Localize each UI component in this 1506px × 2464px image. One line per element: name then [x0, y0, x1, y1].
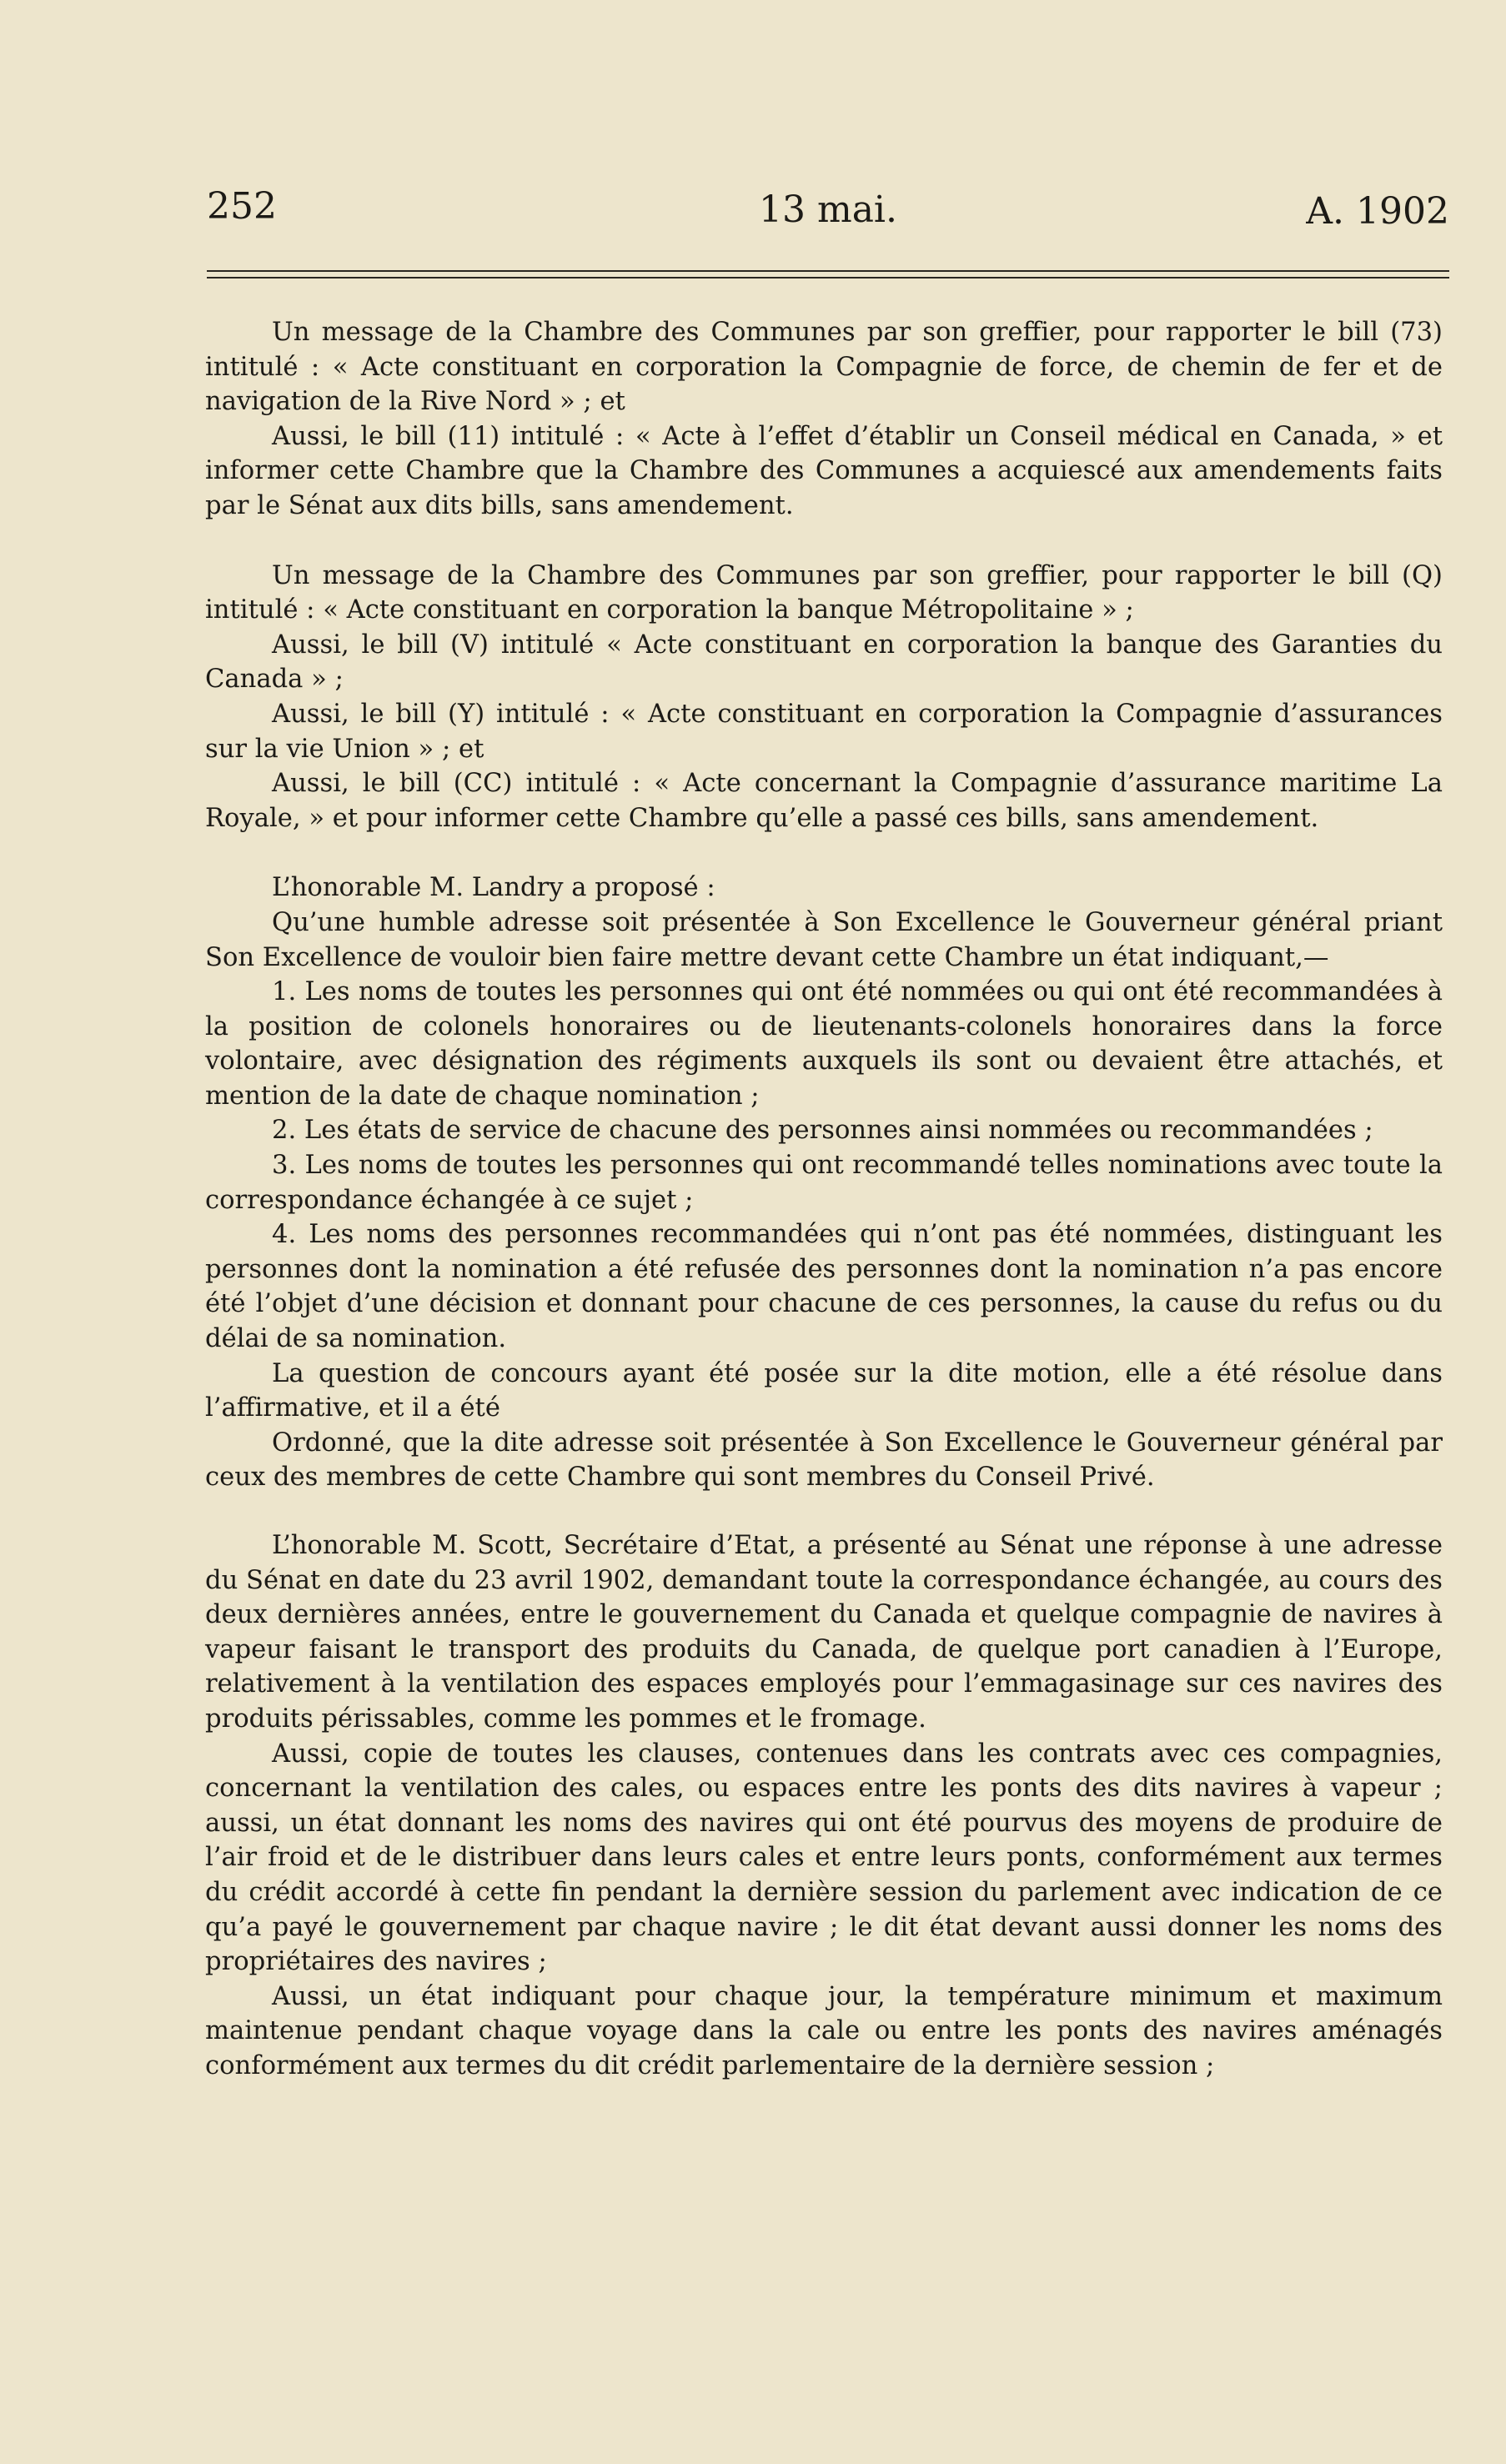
paragraph: L’honorable M. Scott, Secrétaire d’Etat, a présenté au Sénat une réponse à une adresse du Sénat en date du 23 avril 1902, demandant toute la correspondance échangée, au cours des deux dernières années, entre le gouvernement du Canada et quelque compagnie de navires à vapeur faisant le transport des produits du Canada, de quelque port canadien à l’Europe, relativement à la ventilation des espaces employés pour l’emmagasinage sur ces navires des produits périssables, comme les pommes et le fromage.: [205, 1531, 1443, 1734]
list-item: 1. Les noms de toutes les personnes qui ont été nommées ou qui ont été recommandées à la position de colonels honoraires ou de lieutenants-colonels honoraires dans la force volontaire, avec désignation des régiments auxquels ils sont ou devaient être attachés, et mention de la date de chaque nomination ;: [205, 977, 1443, 1111]
paragraph: Ordonné, que la dite adresse soit présentée à Son Excellence le Gouverneur général par ceux des membres de cette Chambre qui sont membres du Conseil Privé.: [205, 1428, 1443, 1493]
document-body: [205, 315, 1443, 2084]
list-item: 4. Les noms des personnes recommandées qui n’ont pas été nommées, distinguant les personnes dont la nomination a été refusée des personnes dont la nomination n’a pas encore été l’objet d’une décision et donnant pour chacune de ces personnes, la cause du refus ou du délai de sa nomination.: [205, 1220, 1443, 1354]
paragraph: Aussi, le bill (V) intitulé « Acte constituant en corporation la banque des Garanties du Canada » ;: [205, 630, 1443, 695]
paragraph: Aussi, un état indiquant pour chaque jour, la température minimum et maximum maintenue pendant chaque voyage dans la cale ou entre les ponts des navires aménagés conformément aux termes du dit crédit parlementaire de la dernière session ;: [205, 1981, 1443, 2080]
page-header: [207, 185, 1449, 243]
paragraph: L’honorable M. Landry a proposé :: [272, 873, 715, 903]
header-rule: [207, 270, 1449, 272]
paragraph: Aussi, le bill (Y) intitulé : « Acte constituant en corporation la Compagnie d’assurances sur la vie Union » ; et: [205, 699, 1443, 764]
list-item: 3. Les noms de toutes les personnes qui ont recommandé telles nominations avec toute la correspondance échangée à ce sujet ;: [205, 1151, 1443, 1215]
paragraph: Un message de la Chambre des Communes par son greffier, pour rapporter le bill (73) intitulé : « Acte constituant en corporation la Compagnie de force, de chemin de fer et de navigation de la Rive Nord » ; et: [205, 318, 1443, 417]
paragraph: Aussi, le bill (CC) intitulé : « Acte concernant la Compagnie d’assurance maritime La Royale, » et pour informer cette Chambre qu’elle a passé ces bills, sans amendement.: [205, 769, 1443, 833]
header-date: 13 mai.: [759, 188, 897, 231]
paragraph: Aussi, copie de toutes les clauses, contenues dans les contrats avec ces compagnies, concernant la ventilation des cales, ou espaces entre les ponts des dits navires à vapeur ; aussi, un état donnant les noms des navires qui ont été pourvus des moyens de produire de l’air froid et de le distribuer dans leurs cales et entre leurs ponts, conformément aux termes du crédit accordé à cette fin pendant la dernière session du parlement avec indication de ce qu’a payé le gouvernement par chaque navire ; le dit état devant aussi donner les noms des propriétaires des navires ;: [205, 1739, 1443, 1977]
paragraph: Un message de la Chambre des Communes par son greffier, pour rapporter le bill (Q) intitulé : « Acte constituant en corporation la banque Métropolitaine » ;: [205, 560, 1443, 625]
paragraph: La question de concours ayant été posée sur la dite motion, elle a été résolue dans l’affirmative, et il a été: [205, 1358, 1443, 1423]
paragraph: Qu’une humble adresse soit présentée à Son Excellence le Gouverneur général priant Son Excellence de vouloir bien faire mettre devant cette Chambre un état indiquant,—: [205, 907, 1443, 972]
header-rule-double: [207, 277, 1449, 279]
page-number: 252: [207, 185, 277, 228]
header-year: A. 1902: [1306, 190, 1449, 233]
paragraph: Aussi, le bill (11) intitulé : « Acte à l’effet d’établir un Conseil médical en Canada, » et informer cette Chambre que la Chambre des Communes a acquiescé aux amendements faits par le Sénat aux dits bills, sans amendement.: [205, 421, 1443, 520]
list-item: 2. Les états de service de chacune des personnes ainsi nommées ou recommandées ;: [272, 1116, 1373, 1146]
